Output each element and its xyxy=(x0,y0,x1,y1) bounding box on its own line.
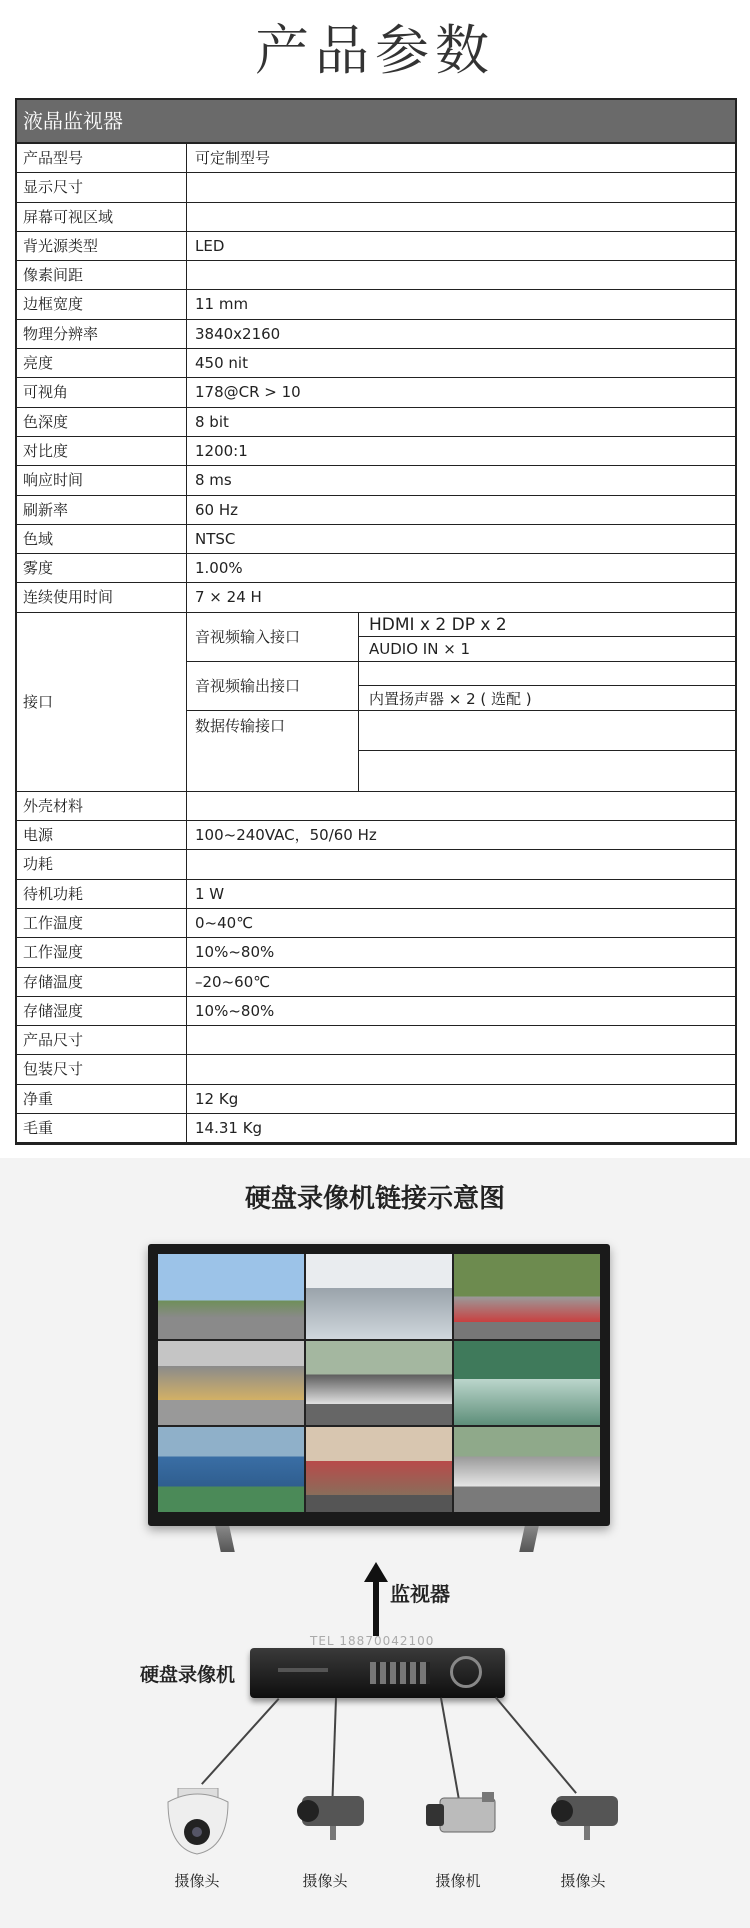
spec-label: 色深度 xyxy=(17,408,187,436)
camera-tile xyxy=(306,1341,452,1426)
cable xyxy=(495,1697,576,1794)
spec-label: 功耗 xyxy=(17,850,187,878)
spec-row xyxy=(17,496,735,525)
spec-label: 存储湿度 xyxy=(17,997,187,1025)
spec-row xyxy=(17,909,735,938)
spec-label: 毛重 xyxy=(17,1114,187,1142)
av-output-group xyxy=(187,662,735,711)
dvr-dial-icon xyxy=(450,1656,482,1688)
spec-value: 100~240VAC，50/60 Hz xyxy=(195,826,377,845)
interface-label: 接口 xyxy=(17,613,187,791)
arrow-shaft xyxy=(373,1576,379,1636)
spec-label: 包装尺寸 xyxy=(17,1055,187,1083)
spec-row xyxy=(17,290,735,319)
spec-value xyxy=(187,850,735,878)
spec-row xyxy=(17,1085,735,1114)
spec-value: LED xyxy=(195,236,225,255)
data-port-value xyxy=(359,751,735,791)
cable xyxy=(201,1698,279,1784)
spec-value: 450 nit xyxy=(195,354,248,373)
spec-value: 1.00% xyxy=(195,559,243,578)
camera-tile xyxy=(306,1427,452,1512)
av-output-value xyxy=(359,662,735,687)
camera-tile xyxy=(454,1341,600,1426)
camera-label: 摄像机 xyxy=(435,1872,481,1890)
spec-row xyxy=(17,583,735,612)
monitor-stand xyxy=(215,1526,235,1552)
spec-value: 8 bit xyxy=(195,412,229,431)
spec-value: 1200:1 xyxy=(195,441,248,460)
spec-label: 待机功耗 xyxy=(17,880,187,908)
spec-value xyxy=(187,1055,735,1083)
data-port-group xyxy=(187,711,735,791)
spec-label: 产品尺寸 xyxy=(17,1026,187,1054)
diagram-title: 硬盘录像机链接示意图 xyxy=(244,1184,505,1214)
av-output-label: 音视频输出接口 xyxy=(187,662,359,710)
spec-value: 10%~80% xyxy=(195,943,275,962)
spec-label: 存储温度 xyxy=(17,968,187,996)
av-input-group xyxy=(187,613,735,662)
spec-table-header: 液晶监视器 xyxy=(17,100,735,144)
spec-label: 响应时间 xyxy=(17,466,187,494)
camera-tile xyxy=(158,1254,304,1339)
spec-row xyxy=(17,349,735,378)
spec-label: 背光源类型 xyxy=(17,232,187,260)
watermark-tel: TEL 18870042100 xyxy=(310,1634,435,1648)
monitor-stand xyxy=(519,1526,539,1552)
spec-row xyxy=(17,792,735,821)
camera-tile xyxy=(158,1427,304,1512)
bullet-camera-icon xyxy=(546,1788,626,1852)
spec-value: 1 W xyxy=(195,884,225,903)
spec-row xyxy=(17,144,735,173)
spec-label: 连续使用时间 xyxy=(17,583,187,611)
spec-label: 外壳材料 xyxy=(17,792,187,820)
spec-label: 产品型号 xyxy=(17,144,187,172)
spec-value: 10%~80% xyxy=(195,1001,275,1020)
spec-row xyxy=(17,821,735,850)
spec-value: 可定制型号 xyxy=(195,149,271,167)
camcorder-icon xyxy=(422,1788,502,1852)
spec-label: 工作温度 xyxy=(17,909,187,937)
spec-value: 12 Kg xyxy=(195,1089,239,1108)
spec-label: 净重 xyxy=(17,1085,187,1113)
spec-value: 178@CR > 10 xyxy=(195,383,301,402)
camera-label: 摄像头 xyxy=(560,1872,606,1890)
camera-label: 摄像头 xyxy=(174,1872,220,1890)
spec-value xyxy=(187,203,735,231)
interface-row xyxy=(17,613,735,792)
spec-label: 刷新率 xyxy=(17,496,187,524)
spec-row xyxy=(17,997,735,1026)
spec-row xyxy=(17,261,735,290)
av-output-value: 内置扬声器 × 2 ( 选配 ) xyxy=(369,689,532,708)
av-input-label: 音视频输入接口 xyxy=(187,613,359,661)
spec-table xyxy=(15,98,737,1145)
spec-row xyxy=(17,880,735,909)
spec-row xyxy=(17,378,735,407)
diagram-section xyxy=(0,1158,750,1928)
spec-rows-top xyxy=(17,144,735,613)
camera-tile xyxy=(454,1427,600,1512)
spec-row xyxy=(17,554,735,583)
spec-value xyxy=(187,173,735,201)
av-input-value: AUDIO IN × 1 xyxy=(369,640,471,658)
spec-value: 8 ms xyxy=(195,471,232,490)
monitor-label: 监视器 xyxy=(390,1582,450,1606)
dvr-slot xyxy=(278,1668,328,1672)
spec-row xyxy=(17,1055,735,1084)
dome-camera-icon xyxy=(160,1788,235,1862)
spec-value: 3840x2160 xyxy=(195,324,281,343)
spec-value xyxy=(187,261,735,289)
spec-value: 14.31 Kg xyxy=(195,1119,263,1138)
spec-value: 60 Hz xyxy=(195,500,239,519)
spec-label: 像素间距 xyxy=(17,261,187,289)
spec-value: NTSC xyxy=(195,529,236,548)
monitor-image xyxy=(148,1244,610,1526)
spec-row xyxy=(17,525,735,554)
spec-row xyxy=(17,466,735,495)
dvr-label: 硬盘录像机 xyxy=(140,1664,236,1686)
spec-label: 显示尺寸 xyxy=(17,173,187,201)
camera-label: 摄像头 xyxy=(302,1872,348,1890)
bullet-camera-icon xyxy=(292,1788,372,1852)
camera-tile xyxy=(454,1254,600,1339)
spec-row xyxy=(17,408,735,437)
spec-label: 物理分辨率 xyxy=(17,320,187,348)
spec-label: 电源 xyxy=(17,821,187,849)
dvr-buttons xyxy=(370,1662,430,1684)
spec-row xyxy=(17,203,735,232)
spec-row xyxy=(17,938,735,967)
page-title: 产品参数 xyxy=(255,19,495,82)
spec-value: 11 mm xyxy=(195,295,249,314)
spec-row xyxy=(17,232,735,261)
spec-label: 屏幕可视区域 xyxy=(17,203,187,231)
spec-row xyxy=(17,850,735,879)
spec-row xyxy=(17,437,735,466)
spec-value: 0~40℃ xyxy=(195,913,254,932)
spec-value xyxy=(187,1026,735,1054)
spec-label: 可视角 xyxy=(17,378,187,406)
spec-value: 7 × 24 H xyxy=(195,588,262,607)
spec-row xyxy=(17,320,735,349)
spec-value: –20~60℃ xyxy=(195,972,271,991)
spec-label: 边框宽度 xyxy=(17,290,187,318)
spec-label: 雾度 xyxy=(17,554,187,582)
spec-label: 对比度 xyxy=(17,437,187,465)
spec-row xyxy=(17,173,735,202)
spec-row xyxy=(17,1114,735,1143)
camera-tile xyxy=(158,1341,304,1426)
spec-row xyxy=(17,968,735,997)
av-input-value: HDMI x 2 DP x 2 xyxy=(359,613,735,638)
spec-rows-bottom xyxy=(17,792,735,1144)
dvr-device xyxy=(250,1648,505,1698)
data-port-value xyxy=(359,711,735,752)
spec-row xyxy=(17,1026,735,1055)
spec-label: 亮度 xyxy=(17,349,187,377)
monitor-screen xyxy=(158,1254,600,1512)
spec-label: 色域 xyxy=(17,525,187,553)
spec-value xyxy=(187,792,735,820)
camera-tile xyxy=(306,1254,452,1339)
spec-label: 工作湿度 xyxy=(17,938,187,966)
data-port-label: 数据传输接口 xyxy=(187,711,359,791)
